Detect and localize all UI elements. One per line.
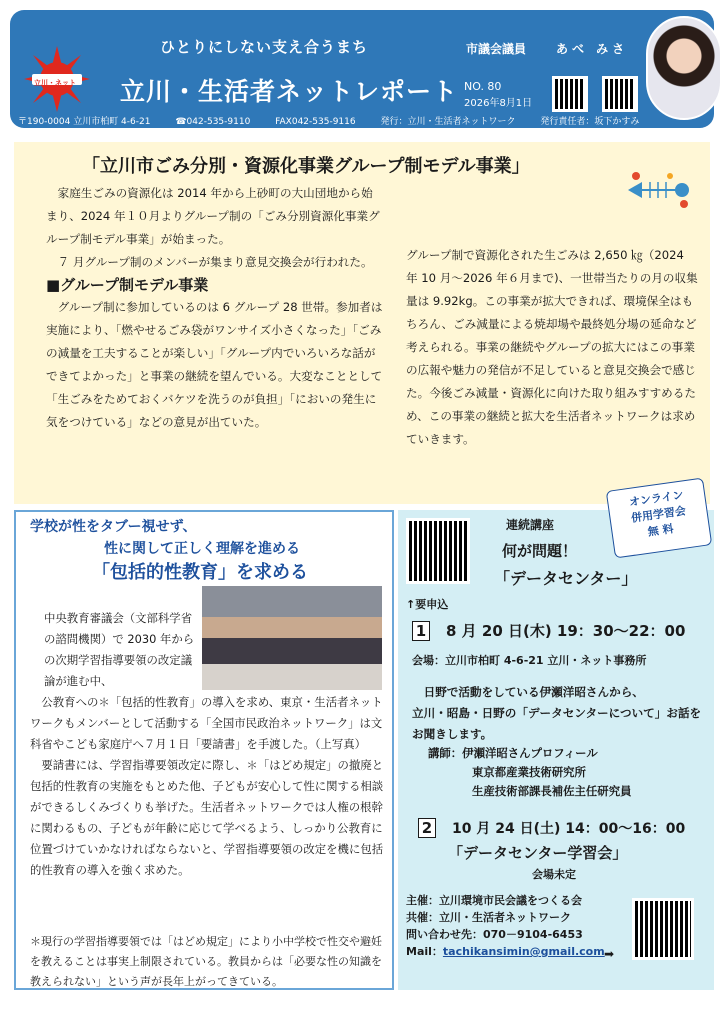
paragraph: 家庭生ごみの資源化は 2014 年から上砂町の大山団地から始まり、2024 年１０月よりグループ制の「ごみ分別資源化事業グループ制モデル事業」が始まった。 bbox=[46, 186, 380, 246]
column-left bbox=[46, 182, 384, 434]
article-title: 「立川市ごみ分別・資源化事業グループ制モデル事業」 bbox=[82, 156, 530, 177]
paragraph: グループ制で資源化された生ごみは 2,650 ㎏（2024 年 10 月～2026 年６月まで)、一世帯当たりの月の収集量は 9.92kg。この事業が拡大できれば、環境保全はもちろん、ごみ減量による焼却場や最終処分場の延命など考えられる。事業の継続やグループの拡大にはこの事業の広報や魅力の発信が不足していると意見交換会で感じた。今後ごみ減量・資源化に向けた取り組みすすめるため、この事業の継続と拡大を生活者ネットワークは求めていきます。 bbox=[406, 248, 698, 446]
badge-line: 併用学習会 bbox=[630, 504, 687, 525]
inquiry-phone: 問い合わせ先：070－9104-6453 bbox=[406, 928, 583, 941]
event-number: 2 bbox=[418, 818, 436, 838]
organizer-info bbox=[406, 892, 605, 960]
mail-link[interactable]: tachikansimin@gmail.com bbox=[442, 945, 605, 958]
logo-text: 立川・ネット bbox=[34, 79, 76, 87]
topic-headline: 「データセンター」 bbox=[494, 569, 638, 588]
slogan: ひとりにしない支え合うまち bbox=[160, 38, 369, 56]
headline-line-2: 性に関して正しく理解を進める bbox=[104, 541, 300, 557]
fish-bone-icon bbox=[622, 170, 692, 210]
datetime-text: 10 月 24 日(土) 14：00～16：00 bbox=[452, 821, 686, 837]
event-2-venue: 会場未定 bbox=[532, 868, 576, 881]
event-2-title: 「データセンター学習会」 bbox=[448, 844, 628, 862]
article-sex-education bbox=[14, 510, 394, 990]
badge-line: 無 料 bbox=[647, 522, 675, 539]
member-name: あべ みさ bbox=[556, 42, 629, 56]
fax: FAX042-535-9116 bbox=[275, 117, 356, 127]
speaker-line: 生産技術部課長補佐主任研究員 bbox=[472, 784, 632, 798]
paragraph: グループ制に参加しているのは 6 グループ 28 世帯。参加者は実施により、「燃やせるごみ袋がワンサイズ小さくなった」「ごみの減量を工夫することが楽しい」「グループ内でいろいろな話ができてよかった」と事業の継続を望んでいる。大変なこととして「生ごみをためておくバケツを洗うのが負担」「においの発生に気をつけている」などの意見が出ていた。 bbox=[46, 300, 383, 429]
column-right bbox=[406, 244, 698, 451]
online-badge bbox=[606, 478, 713, 559]
article-body bbox=[30, 692, 384, 881]
newsletter-title: 立川・生活者ネットレポート bbox=[120, 77, 459, 106]
event-data-center bbox=[398, 488, 714, 990]
footnote: ＊現行の学習指導要領では「はどめ規定」により小中学校で性交や避妊を教えることは事実上制限されている。教員からは「必要な性の知識を教えられない」という声が長年上がってきている。 bbox=[30, 935, 382, 988]
series-label: 連続講座 bbox=[506, 518, 555, 532]
member-role: 市議会議員 bbox=[466, 42, 527, 56]
badge-line: オンライン bbox=[628, 488, 685, 509]
responsible-person: 発行責任者：坂下かすみ bbox=[540, 117, 640, 127]
mail-label: Mail： bbox=[406, 945, 443, 958]
event-2-datetime bbox=[418, 818, 685, 838]
arrow-right-icon: ➡ bbox=[604, 947, 615, 961]
mail-line bbox=[406, 943, 605, 960]
paragraph: 立川・昭島・日野の「データセンターについて」お話をお聞きします。 bbox=[412, 706, 702, 741]
paragraph: ７ 月グループ制のメンバーが集まり意見交換会が行われた。 bbox=[57, 255, 373, 269]
event-1-venue: 会場：立川市柏町 4-6-21 立川・ネット事務所 bbox=[412, 654, 647, 667]
event-1-datetime bbox=[412, 620, 685, 641]
apply-note: ↑要申込 bbox=[406, 598, 449, 611]
paragraph: 日野で活動をしている伊瀬洋昭さんから、 bbox=[423, 685, 644, 699]
issue-number: NO. 80 bbox=[464, 80, 502, 93]
qr-code-icon[interactable] bbox=[632, 898, 694, 960]
headline-line-1: 学校が性をタブー視せず、 bbox=[30, 519, 197, 535]
qr-code-icon[interactable] bbox=[602, 76, 638, 112]
event-description bbox=[412, 682, 708, 745]
subheading: ■グループ制モデル事業 bbox=[46, 276, 209, 294]
speaker-line: 東京都産業技術研究所 bbox=[472, 765, 586, 779]
article-garbage-recycling bbox=[14, 142, 710, 504]
event-number: 1 bbox=[412, 621, 430, 641]
publisher: 発行：立川・生活者ネットワーク bbox=[380, 117, 516, 127]
paragraph: 要請書には、学習指導要領改定に際し、＊「はどめ規定」の撤廃と包括的性教育の実施をもとめた他、子どもが安心して性に関する相談ができるしくみづくりも挙げた。生活者ネットワークでは人権の根幹に関わるもの、子どもが年齢に応じて学べるよう、しっかり公教育に位置づけていかなければならないと、学習指導要領の改定を機に包括的性教育の導入を強く求めた。 bbox=[30, 758, 384, 877]
cohost: 共催：立川・生活者ネットワーク bbox=[406, 911, 571, 924]
question-headline: 何が問題！ bbox=[502, 542, 578, 560]
paragraph: 公教育への＊「包括的性教育」の導入を求め、東京・生活者ネットワークもメンバーとして活動する「全国市民政治ネットワーク」は文科省やこども家庭庁へ７月１日「要請書」を手渡した。（上写真） bbox=[30, 695, 383, 751]
member-photo bbox=[646, 16, 722, 120]
headline-line-3: 「包括的性教育」を求める bbox=[92, 562, 308, 583]
qr-code-icon[interactable] bbox=[406, 518, 470, 584]
address: 〒190-0004 立川市柏町 4-6-21 bbox=[18, 117, 151, 127]
speaker-profile bbox=[428, 744, 631, 801]
issue-date: 2026年8月1日 bbox=[464, 98, 533, 109]
qr-code-icon[interactable] bbox=[552, 76, 588, 112]
host: 主催：立川環境市民会議をつくる会 bbox=[406, 894, 582, 907]
speaker-line: 講師：伊瀬洋昭さんプロフィール bbox=[428, 746, 598, 760]
masthead bbox=[10, 10, 714, 128]
meeting-photo bbox=[202, 586, 382, 690]
tel: ☎042-535-9110 bbox=[175, 117, 251, 127]
contact-line bbox=[18, 114, 661, 127]
intro-paragraph: 中央教育審議会（文部科学省の諮問機関）で 2030 年からの次期学習指導要領の改定議論が進む中、 bbox=[44, 611, 195, 688]
datetime-text: 8 月 20 日(木) 19：30～22：00 bbox=[446, 622, 686, 640]
